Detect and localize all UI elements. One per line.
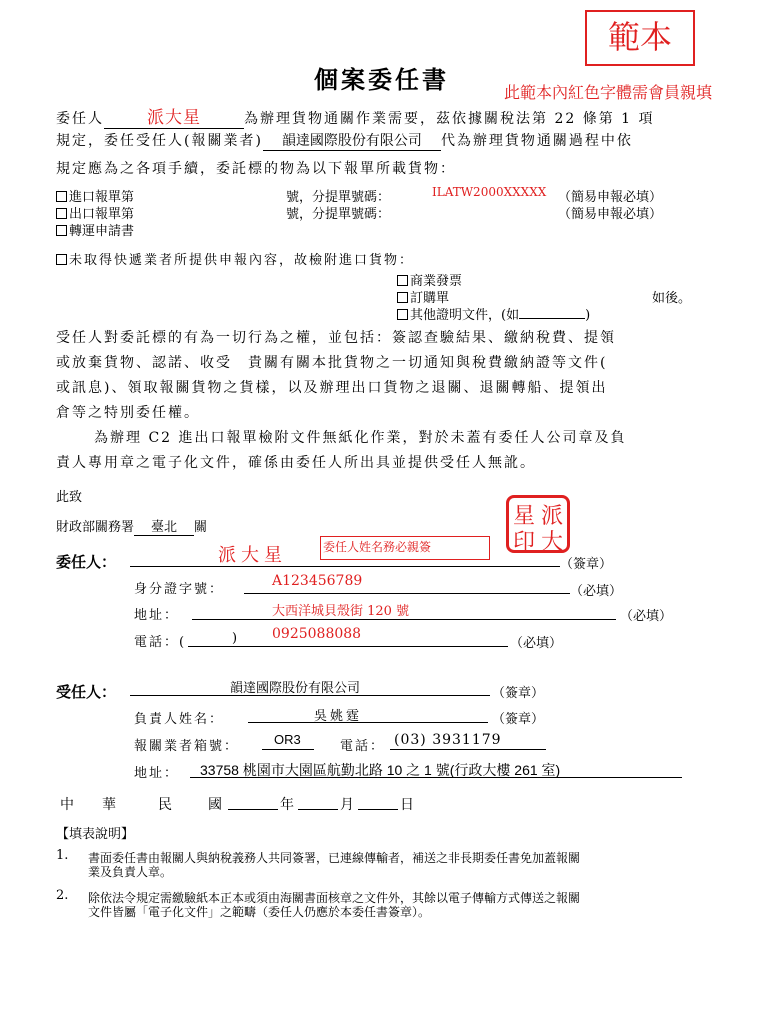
p2-line2: 或放棄貨物、認諾、收受 貴關有關本批貨物之一切通知與稅費繳納證等文件( bbox=[56, 355, 608, 371]
p2-line1: 受任人對委託標的有為一切行為之權，並包括：簽認查驗結果、繳納稅費、提領 bbox=[56, 330, 616, 346]
agent-tel-value: (03) 3931179 bbox=[394, 732, 502, 748]
seal-char: 印 bbox=[513, 530, 536, 555]
date-line bbox=[56, 794, 436, 814]
text: 出口報單第 bbox=[69, 207, 135, 222]
rep-line bbox=[248, 722, 488, 723]
text: 代為辦理貨物通關過程中依 bbox=[440, 133, 633, 149]
rep-sign: （簽章） bbox=[492, 712, 545, 727]
text: 委任人 bbox=[56, 111, 104, 127]
check-transfer[interactable] bbox=[56, 220, 134, 239]
instruction-num: 2. bbox=[56, 888, 69, 903]
id-line bbox=[244, 593, 570, 594]
text: 進口報單第 bbox=[69, 190, 135, 205]
text: 關 bbox=[194, 520, 208, 535]
client-name-note: 委任人姓名務必親簽 bbox=[320, 536, 490, 560]
text: 轉運申請書 bbox=[69, 224, 135, 239]
text: ) bbox=[232, 631, 240, 646]
rep-label: 負責人姓名： bbox=[134, 712, 225, 727]
box-label: 報關業者箱號： bbox=[134, 739, 240, 754]
p1-line2 bbox=[56, 130, 633, 151]
agent-addr-value: 33758 桃園市大園區航勤北路 10 之 1 號(行政大樓 261 室) bbox=[200, 762, 561, 778]
check-no-express[interactable] bbox=[56, 249, 414, 268]
text: 月 bbox=[340, 797, 354, 813]
text: 規定，委任受任人(報關業者) bbox=[56, 133, 263, 149]
checkbox[interactable] bbox=[397, 292, 408, 303]
import-bill-no: ILATW2000XXXXX bbox=[432, 185, 547, 199]
seal-char: 星 bbox=[513, 504, 536, 529]
agent-sign: （簽章） bbox=[492, 686, 545, 701]
text: 訂購單 bbox=[410, 291, 450, 306]
customs-line bbox=[56, 516, 207, 536]
export-note: （簡易申報必填） bbox=[558, 207, 663, 222]
agent-name-top: 韻達國際股份有限公司 bbox=[281, 133, 422, 149]
instruction-text: 書面委任書由報關人與納稅義務人共同簽署，已連線傳輸者，補送之非長期委任書免加蓋報關 bbox=[88, 851, 581, 865]
instructions-title: 【填表說明】 bbox=[56, 827, 135, 842]
client-name: 派 大 星 bbox=[218, 545, 283, 565]
instruction-text: 業及負責人章。 bbox=[88, 865, 173, 879]
client-label: 委任人： bbox=[56, 553, 117, 571]
checkbox[interactable] bbox=[56, 254, 67, 265]
seal-char: 大 bbox=[541, 530, 564, 555]
checkbox[interactable] bbox=[56, 225, 67, 236]
agent-tel-label: 電話： bbox=[340, 739, 386, 754]
instruction-text: 文件皆屬「電子化文件」之範疇（委任人仍應於本委任書簽章）。 bbox=[88, 905, 431, 919]
red-note: 此範本內紅色字體需會員親填 bbox=[504, 85, 713, 102]
agent-name: 韻達國際股份有限公司 bbox=[230, 681, 361, 696]
text: 財政部關務署 bbox=[56, 520, 135, 535]
text: 民 bbox=[158, 797, 172, 813]
client-sign: （簽章） bbox=[560, 557, 613, 572]
export-mid: 號，分提單號碼： bbox=[286, 207, 391, 222]
text: 華 bbox=[102, 797, 116, 813]
checkbox[interactable] bbox=[56, 191, 67, 202]
page-title: 個案委任書 bbox=[314, 65, 449, 94]
checkbox[interactable] bbox=[397, 275, 408, 286]
p1-line3: 規定應為之各項手續，委託標的物為以下報單所載貨物： bbox=[56, 161, 456, 177]
rep-value: 吳姚霆 bbox=[314, 709, 363, 724]
agent-addr-label: 地址： bbox=[134, 766, 180, 781]
checkbox[interactable] bbox=[397, 309, 408, 320]
import-mid: 號，分提單號碼： bbox=[286, 190, 391, 205]
client-phone-value: 0925088088 bbox=[272, 626, 362, 642]
text: 國 bbox=[208, 797, 222, 813]
client-addr-value: 大西洋城貝殼街 120 號 bbox=[272, 604, 410, 619]
import-note: （簡易申報必填） bbox=[558, 190, 663, 205]
client-phone-required: （必填） bbox=[510, 636, 563, 651]
sample-stamp: 範本 bbox=[585, 10, 695, 66]
p2-line4: 倉等之特別委任權。 bbox=[56, 405, 200, 421]
client-phone-label bbox=[134, 631, 240, 650]
text: 中 bbox=[60, 797, 74, 813]
text: 其他證明文件，(如 bbox=[410, 308, 520, 323]
p3-line2: 責人專用章之電子化文件，確係由委任人所出具並提供受任人無訛。 bbox=[56, 455, 536, 471]
client-addr-label: 地址： bbox=[134, 608, 180, 623]
instruction-text: 除依法令規定需繳驗紙本正本或須由海關書面核章之文件外，其餘以電子傳輸方式傳送之報關 bbox=[88, 891, 581, 905]
p3-line1: 為辦理 C2 進出口報單檢附文件無紙化作業，對於未蓋有委任人公司章及負 bbox=[94, 430, 627, 446]
id-label: 身分證字號： bbox=[134, 582, 225, 597]
client-name-top: 派大星 bbox=[147, 108, 201, 127]
box-value: OR3 bbox=[274, 732, 301, 747]
p1-line1 bbox=[56, 103, 655, 129]
agent-tel-line bbox=[390, 749, 546, 750]
p2-line3: 或訊息)、領取報關貨物之貨樣，以及辦理出口貨物之退關、退關轉船、提領出 bbox=[56, 380, 608, 396]
id-required: （必填） bbox=[570, 584, 623, 599]
client-phone-line bbox=[188, 646, 508, 647]
text: 未取得快遞業者所提供申報內容，故檢附進口貨物： bbox=[69, 253, 415, 268]
client-sign-line bbox=[130, 566, 560, 567]
client-addr-line bbox=[192, 619, 616, 620]
agent-label: 受任人： bbox=[56, 683, 117, 701]
seal-char: 派 bbox=[541, 504, 564, 529]
text: 日 bbox=[400, 797, 414, 813]
check-other[interactable]: 其他證明文件，(如 ) bbox=[397, 304, 590, 323]
text: 為辦理貨物通關作業需要，茲依據關稅法第 22 條第 1 項 bbox=[244, 111, 655, 127]
box-line bbox=[262, 749, 314, 750]
text: 商業發票 bbox=[410, 274, 463, 289]
client-addr-required: （必填） bbox=[620, 609, 673, 624]
text: 電話：( bbox=[134, 635, 187, 650]
checkbox[interactable] bbox=[56, 208, 67, 219]
customs-city: 臺北 bbox=[151, 520, 178, 535]
text: 年 bbox=[280, 797, 294, 813]
instruction-num: 1. bbox=[56, 848, 69, 863]
closing-to: 此致 bbox=[56, 490, 83, 505]
id-value: A123456789 bbox=[272, 573, 363, 589]
other-end: 如後。 bbox=[652, 291, 692, 306]
personal-seal bbox=[506, 495, 570, 553]
